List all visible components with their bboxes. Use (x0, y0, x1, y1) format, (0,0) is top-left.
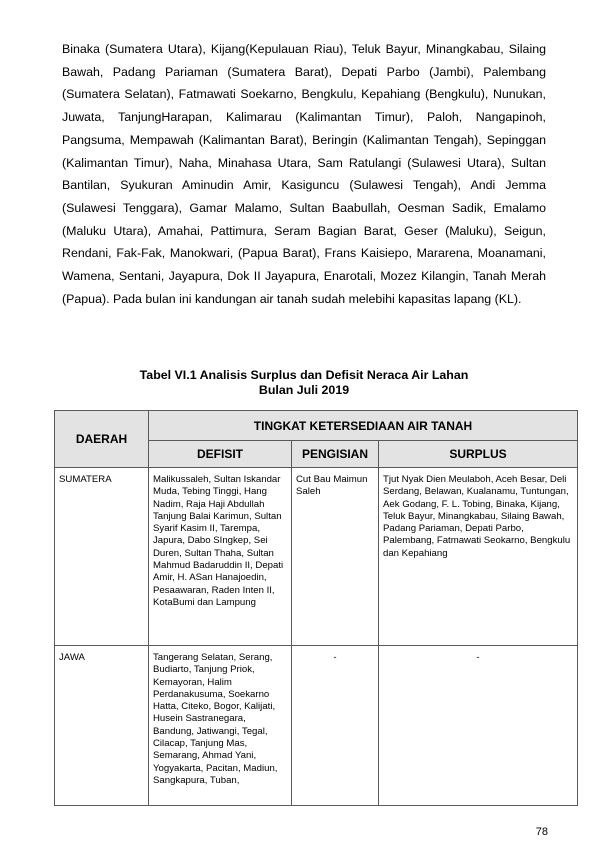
cell-defisit: Malikussaleh, Sultan Iskandar Muda, Tebing Tinggi, Hang Nadim, Raja Haji Abdullah Tanjung Balai Karimun, Sultan Syarif Kasim II, Tarempa, Japura, Dabo SIngkep, Sei Duren, Sultan Thaha, Sultan Mahmud Badaruddin II, Depati Amir, H. ASan Hanajoedin, Pesaawaran, Raden Inten II, KotaBumi dan Lampung (149, 468, 292, 646)
table-row (55, 468, 578, 646)
header-surplus: SURPLUS (379, 441, 578, 468)
cell-defisit: Tangerang Selatan, Serang, Budiarto, Tanjung Priok, Kemayoran, Halim Perdanakusuma, Soekarno Hatta, Citeko, Bogor, Kalijati, Husein Sastranegara, Bandung, Jatiwangi, Tegal, Cilacap, Tanjung Mas, Semarang, Ahmad Yani, Yogyakarta, Pacitan, Madiun, Sangkapura, Tuban, (149, 646, 292, 806)
table-caption-title: Tabel VI.1 Analisis Surplus dan Defisit Neraca Air Lahan (139, 368, 469, 382)
header-daerah: DAERAH (55, 411, 149, 468)
body-paragraph: Binaka (Sumatera Utara), Kijang(Kepulauan Riau), Teluk Bayur, Minangkabau, Silaing Bawah, Padang Pariaman (Sumatera Barat), Depati Parbo (Jambi), Palembang (Sumatera Selatan), Fatmawati Soekarno, Bengkulu, Kepahiang (Bengkulu), Nunukan, Juwata, TanjungHarapan, Kalimarau (Kalimantan Timur), Paloh, Nangapinoh, Pangsuma, Mempawah (Kalimantan Barat), Beringin (Kalimantan Tengah), Sepinggan (Kalimantan Timur), Naha, Minahasa Utara, Sam Ratulangi (Sulawesi Utara), Sultan Bantilan, Syukuran Aminudin Amir, Kasiguncu (Sulawesi Tengah), Andi Jemma (Sulawesi Tenggara), Gamar Malamo, Sultan Baabullah, Oesman Sadik, Emalamo (Maluku Utara), Amahai, Pattimura, Seram Bagian Barat, Geser (Maluku), Seigun, Rendani, Fak-Fak, Manokwari, (Papua Barat), Frans Kaisiepo, Mararena, Moanamani, Wamena, Sentani, Jayapura, Dok II Jayapura, Enarotali, Mozez Kilangin, Tanah Merah (Papua). Pada bulan ini kandungan air tanah sudah melebihi kapasitas lapang (KL). (62, 42, 546, 306)
header-defisit: DEFISIT (149, 441, 292, 468)
cell-pengisian: - (292, 646, 379, 806)
header-pengisian: PENGISIAN (292, 441, 379, 468)
table-caption-subtitle: Bulan Juli 2019 (258, 383, 350, 397)
header-group: TINGKAT KETERSEDIAAN AIR TANAH (149, 411, 578, 441)
cell-pengisian: Cut Bau Maimun Saleh (292, 468, 379, 646)
water-balance-table (54, 410, 578, 806)
table-row (55, 646, 578, 806)
cell-daerah: JAWA (55, 646, 149, 806)
page-number: 78 (535, 826, 548, 838)
cell-daerah: SUMATERA (55, 468, 149, 646)
cell-surplus: - (379, 646, 578, 806)
cell-surplus: Tjut Nyak Dien Meulaboh, Aceh Besar, Deli Serdang, Belawan, Kualanamu, Tuntungan, Aek Godang, F. L. Tobing, Binaka, Kijang, Teluk Bayur, Minangkabau, Silaing Bawah, Padang Pariaman, Depati Parbo, Palembang, Fatmawati Seokarno, Bengkulu dan Kepahiang (379, 468, 578, 646)
